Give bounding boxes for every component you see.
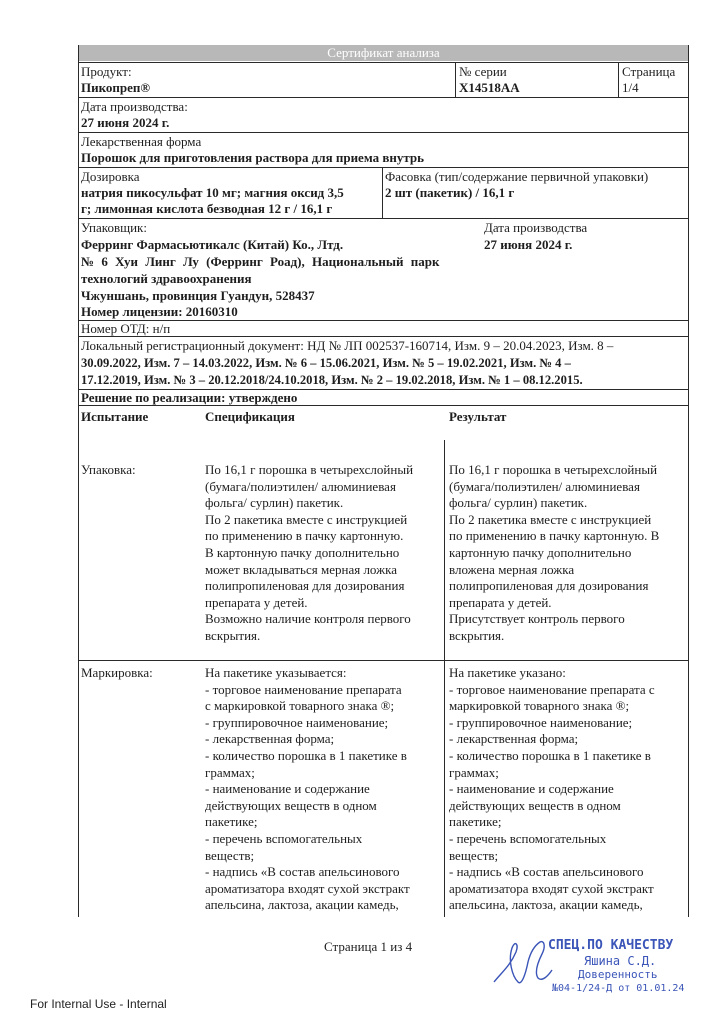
divider-series bbox=[455, 62, 456, 97]
packer-address-line3: Чжуншань, провинция Гуандун, 528437 bbox=[81, 288, 315, 303]
otd-number: Номер ОТД: н/п bbox=[81, 321, 171, 336]
marking-spec-line: веществ; bbox=[205, 847, 255, 863]
packaging-test: Упаковка: bbox=[81, 462, 136, 477]
packaging-result-line: фольга/ сурлин) пакетик. bbox=[449, 495, 588, 511]
body-divider-left bbox=[78, 417, 79, 917]
packaging-result-line: полипропиленовая для дозирования bbox=[449, 578, 649, 594]
dosage-label: Дозировка bbox=[81, 169, 140, 184]
packer-date-value: 27 июня 2024 г. bbox=[484, 237, 573, 252]
release-decision: Решение по реализации: утверждено bbox=[81, 390, 298, 405]
marking-result-line: граммах; bbox=[449, 764, 499, 780]
marking-result-line: пакетике; bbox=[449, 814, 502, 830]
dosage-line1: натрия пикосульфат 10 мг; магния оксид 3,5 bbox=[81, 185, 344, 200]
packaging-spec-line: (бумага/полиэтилен/ алюминиевая bbox=[205, 478, 396, 494]
marking-result-line: маркировкой товарного знака ®; bbox=[449, 698, 630, 714]
marking-result-line: - перечень вспомогательных bbox=[449, 830, 607, 846]
marking-spec-line: - надпись «В состав апельсинового bbox=[205, 864, 400, 880]
body-divider-right bbox=[688, 417, 689, 917]
marking-spec bbox=[205, 665, 410, 914]
marking-spec-line: действующих веществ в одном bbox=[205, 797, 377, 813]
marking-spec-line: На пакетике указывается: bbox=[205, 665, 347, 680]
packaging-spec-line: По 2 пакетика вместе с инструкцией bbox=[205, 511, 408, 527]
marking-result-line: - торговое наименование препарата с bbox=[449, 681, 655, 697]
packaging-result-line: вложена мерная ложка bbox=[449, 561, 575, 577]
production-date-label: Дата производства: bbox=[81, 99, 188, 114]
packer-address-line1: № 6 Хуи Линг Лу (Ферринг Роад), Национальный парк bbox=[81, 254, 440, 269]
packaging-result-line: Присутствует контроль первого bbox=[449, 611, 625, 627]
marking-spec-line: граммах; bbox=[205, 764, 255, 780]
marking-spec-line: - наименование и содержание bbox=[205, 781, 370, 797]
page-label: Страница bbox=[622, 64, 676, 79]
form-label: Лекарственная форма bbox=[81, 134, 202, 149]
rule-form-bottom bbox=[78, 167, 689, 168]
packaging-result-line: По 2 пакетика вместе с инструкцией bbox=[449, 511, 652, 527]
marking-result-line: веществ; bbox=[449, 847, 499, 863]
marking-spec-line: - количество порошка в 1 пакетике в bbox=[205, 747, 407, 763]
license-label: Номер лицензии: bbox=[81, 304, 183, 319]
table-left-border bbox=[78, 45, 79, 417]
packaging-result-line: картонную пачку дополнительно bbox=[449, 544, 632, 560]
marking-result-line: На пакетике указано: bbox=[449, 665, 566, 680]
packaging-spec-line: полипропиленовая для дозирования bbox=[205, 578, 405, 594]
rule-banner-bottom bbox=[78, 62, 689, 63]
marking-result-line: - лекарственная форма; bbox=[449, 731, 579, 747]
packaging-spec bbox=[205, 462, 413, 645]
marking-result-line: действующих веществ в одном bbox=[449, 797, 621, 813]
series-label: № серии bbox=[459, 64, 507, 79]
marking-spec-line: - перечень вспомогательных bbox=[205, 830, 363, 846]
header-spec: Спецификация bbox=[205, 409, 295, 424]
divider-page bbox=[618, 62, 619, 97]
header-result: Результат bbox=[449, 409, 507, 424]
packing-label: Фасовка (тип/содержание первичной упаковки) bbox=[385, 169, 649, 184]
marking-spec-line: - лекарственная форма; bbox=[205, 731, 335, 747]
stamp-line3: Доверенность bbox=[578, 968, 658, 981]
regdoc-line1: Локальный регистрационный документ: НД № ЛП 002537-160714, Изм. 9 – 20.04.2023, Изм. 8 – bbox=[81, 338, 614, 353]
packaging-result-line: (бумага/полиэтилен/ алюминиевая bbox=[449, 478, 640, 494]
packaging-spec-line: фольга/ сурлин) пакетик. bbox=[205, 495, 344, 511]
packaging-spec-line: В картонную пачку дополнительно bbox=[205, 544, 400, 560]
license bbox=[81, 304, 238, 320]
marking-test: Маркировка: bbox=[81, 665, 153, 680]
packaging-spec-line: препарата у детей. bbox=[205, 594, 308, 610]
packaging-spec-line: Возможно наличие контроля первого bbox=[205, 611, 411, 627]
table-right-border bbox=[688, 45, 689, 417]
marking-spec-line: пакетике; bbox=[205, 814, 258, 830]
marking-result bbox=[449, 665, 655, 914]
product-label: Продукт: bbox=[81, 64, 132, 79]
marking-result-line: - количество порошка в 1 пакетике в bbox=[449, 747, 651, 763]
packaging-result-line: вскрытия. bbox=[449, 627, 505, 643]
marking-spec-line: - торговое наименование препарата bbox=[205, 681, 402, 697]
header-test: Испытание bbox=[81, 409, 149, 424]
series-value: X14518AA bbox=[459, 80, 520, 95]
marking-spec-line: с маркировкой товарного знака ®; bbox=[205, 698, 395, 714]
rule-packaging-bottom bbox=[78, 660, 689, 661]
marking-spec-line: - группировочное наименование; bbox=[205, 714, 389, 730]
packer-name: Ферринг Фармасьютикалс (Китай) Ко., Лтд. bbox=[81, 237, 344, 252]
body-divider-spec bbox=[444, 440, 445, 917]
certificate-banner: Сертификат анализа bbox=[79, 45, 688, 61]
stamp-line2: Яшина С.Д. bbox=[584, 954, 657, 968]
packer-address-line2: технологий здравоохранения bbox=[81, 271, 252, 286]
marking-spec-line: апельсина, лактоза, акации камедь, bbox=[205, 897, 399, 913]
product-value: Пикопреп® bbox=[81, 80, 151, 95]
packaging-result-line: По 16,1 г порошка в четырехслойный bbox=[449, 462, 658, 477]
marking-result-line: - наименование и содержание bbox=[449, 781, 614, 797]
marking-result-line: ароматизатора входят сухой экстракт bbox=[449, 880, 654, 896]
packaging-result-line: по применению в пачку картонную. В bbox=[449, 528, 660, 544]
marking-result-line: апельсина, лактоза, акации камедь, bbox=[449, 897, 643, 913]
packaging-spec-line: по применению в пачку картонную. bbox=[205, 528, 404, 544]
packaging-spec-line: По 16,1 г порошка в четырехслойный bbox=[205, 462, 414, 477]
packaging-spec-line: может вкладываться мерная ложка bbox=[205, 561, 397, 577]
packaging-result bbox=[449, 462, 659, 645]
internal-use-footer: For Internal Use - Internal bbox=[30, 997, 167, 1011]
regdoc-line2: 30.09.2022, Изм. 7 – 14.03.2022, Изм. № 6 – 15.06.2021, Изм. № 5 – 19.02.2021, Изм. № 4 – bbox=[81, 356, 571, 370]
form-value: Порошок для приготовления раствора для приема внутрь bbox=[81, 150, 425, 165]
regdoc-line3: 17.12.2019, Изм. № 3 – 20.12.2018/24.10.2018, Изм. № 2 – 19.02.2018, Изм. № 1 – 08.12.2015. bbox=[81, 373, 583, 387]
stamp-line1: СПЕЦ.ПО КАЧЕСТВУ bbox=[548, 938, 674, 953]
dosage-line2: г; лимонная кислота безводная 12 г / 16,1 г bbox=[81, 201, 333, 216]
packaging-result-line: препарата у детей. bbox=[449, 594, 552, 610]
rule-product-bottom bbox=[78, 97, 689, 98]
stamp-line4: №04-1/24-Д от 01.01.24 bbox=[552, 983, 685, 994]
marking-spec-line: ароматизатора входят сухой экстракт bbox=[205, 880, 410, 896]
packer-label: Упаковщик: bbox=[81, 220, 147, 235]
rule-date-bottom bbox=[78, 132, 689, 133]
production-date-value: 27 июня 2024 г. bbox=[81, 115, 170, 130]
packing-value: 2 шт (пакетик) / 16,1 г bbox=[385, 185, 515, 200]
license-value: 20160310 bbox=[185, 304, 238, 319]
marking-result-line: - надпись «В состав апельсинового bbox=[449, 864, 644, 880]
marking-result-line: - группировочное наименование; bbox=[449, 714, 633, 730]
page-count: Страница 1 из 4 bbox=[324, 939, 413, 954]
packer-date-label: Дата производства bbox=[484, 220, 588, 235]
packaging-spec-line: вскрытия. bbox=[205, 627, 261, 643]
page-value: 1/4 bbox=[622, 80, 639, 95]
rule-dosage-bottom bbox=[78, 218, 689, 219]
divider-dosage bbox=[382, 167, 383, 218]
